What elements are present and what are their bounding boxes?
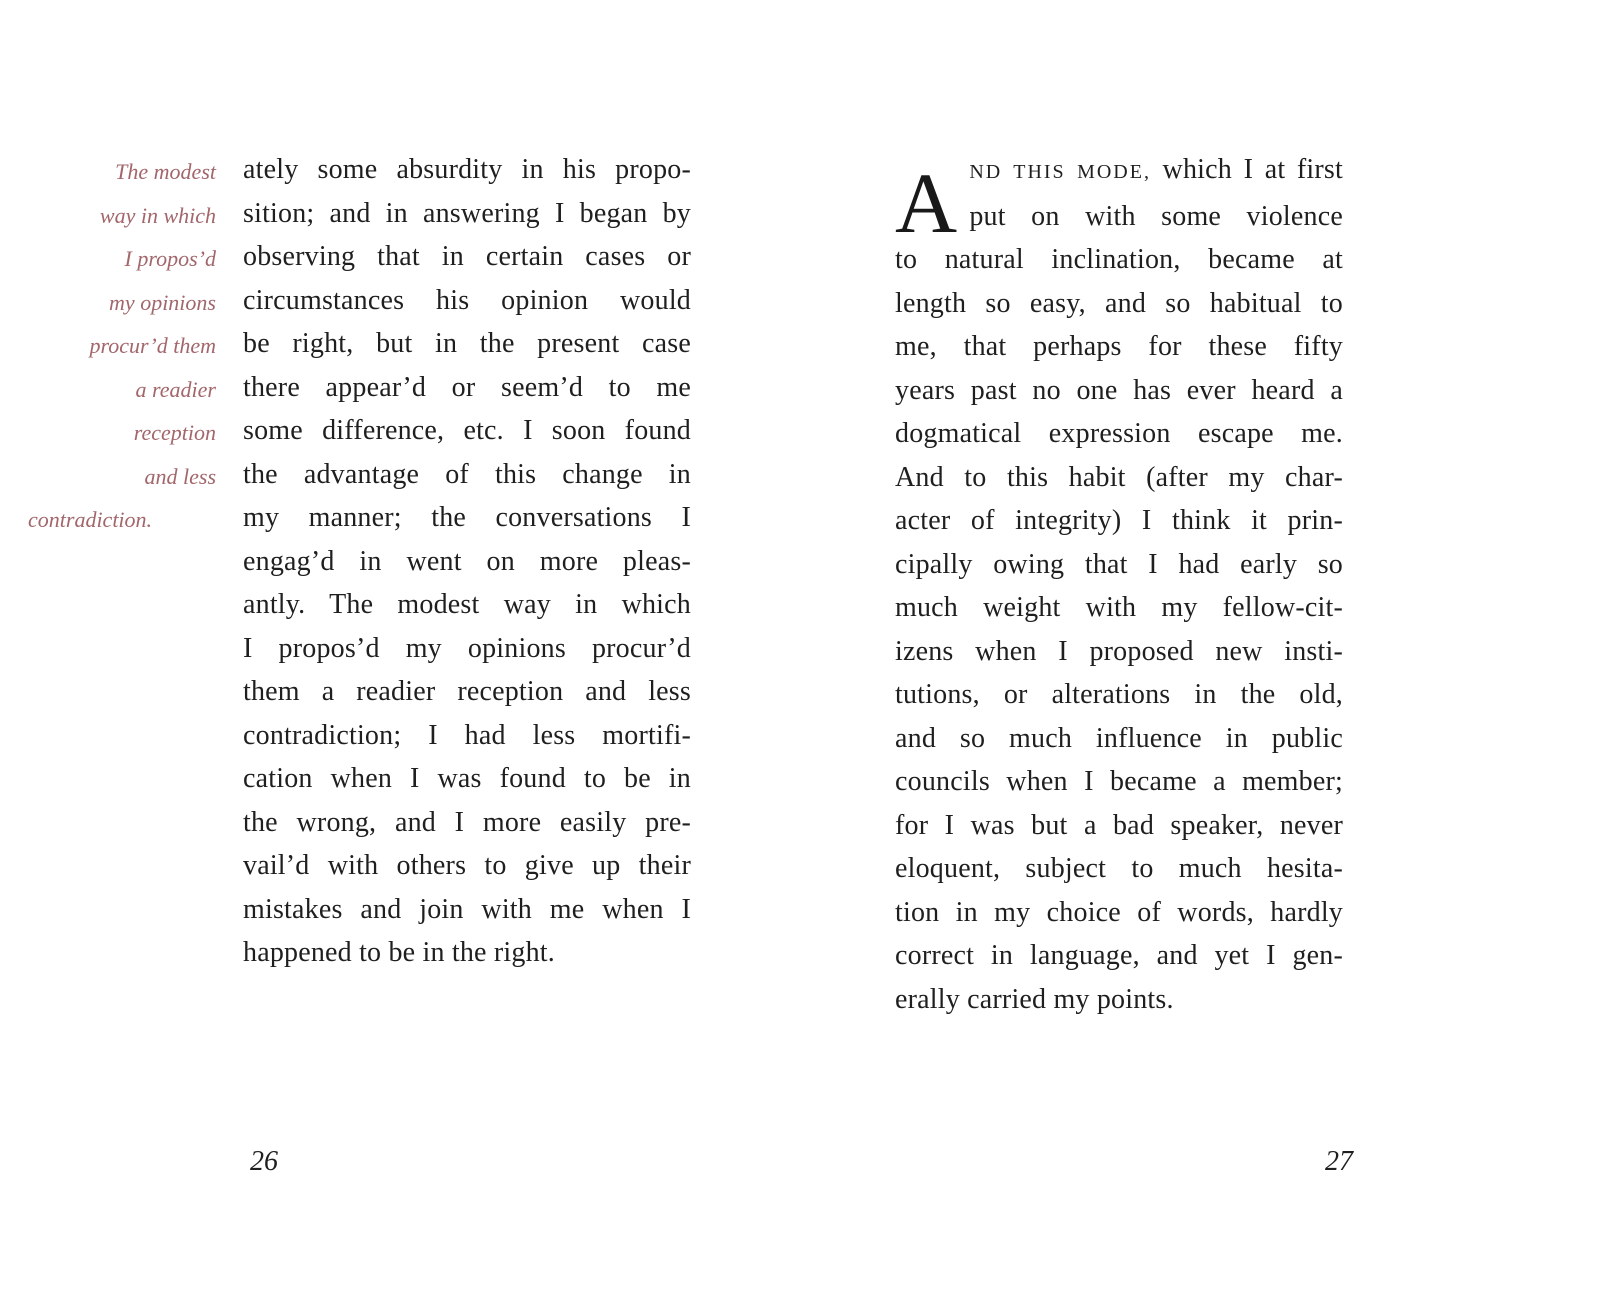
text-line: cation when I was found to be in bbox=[243, 763, 691, 794]
text-line: ately some absurdity in his propo- bbox=[243, 154, 691, 185]
text-line: tutions, or alterations in the old, bbox=[895, 679, 1343, 710]
right-page-rest-lines bbox=[895, 195, 1343, 1022]
margin-note-line: I propos’d bbox=[124, 246, 216, 271]
text-line: some difference, etc. I soon found bbox=[243, 415, 691, 446]
text-line: my manner; the conversations I bbox=[243, 502, 691, 533]
small-caps-phrase: ND THIS MODE, bbox=[969, 161, 1151, 183]
text-line: happened to be in the right. bbox=[243, 937, 555, 968]
text-line: tion in my choice of words, hardly bbox=[895, 896, 1343, 928]
text-line: contradiction; I had less mortifi- bbox=[243, 719, 691, 751]
text-line: be right, but in the present case bbox=[243, 328, 691, 359]
text-line: mistakes and join with me when I bbox=[243, 893, 691, 925]
text-line: much weight with my fellow-cit- bbox=[895, 592, 1343, 623]
text-line: cipally owing that I had early so bbox=[895, 548, 1343, 580]
text-line: years past no one has ever heard a bbox=[895, 374, 1343, 406]
text-line: the advantage of this change in bbox=[243, 458, 691, 490]
text-line: dogmatical expression escape me. bbox=[895, 418, 1343, 449]
text-line: put on with some violence bbox=[969, 200, 1343, 232]
text-line: and so much influence in public bbox=[895, 722, 1343, 754]
text-line: the wrong, and I more easily pre- bbox=[243, 806, 691, 838]
right-page-number: 27 bbox=[1325, 1146, 1353, 1177]
text-line: observing that in certain cases or bbox=[243, 241, 691, 272]
margin-note-line: reception bbox=[133, 420, 216, 445]
text-line: engag’d in went on more pleas- bbox=[243, 545, 691, 577]
text-line: councils when I became a member; bbox=[895, 766, 1343, 797]
text-line: eloquent, subject to much hesita- bbox=[895, 853, 1343, 884]
text-line: length so easy, and so habitual to bbox=[895, 287, 1343, 319]
margin-note-line: contradiction. bbox=[28, 507, 153, 532]
text-line: for I was but a bad speaker, never bbox=[895, 809, 1343, 841]
text-line: erally carried my points. bbox=[895, 983, 1174, 1015]
text-line: I propos’d my opinions procur’d bbox=[243, 632, 691, 664]
margin-note-line: a readier bbox=[135, 376, 216, 402]
text-line: them a readier reception and less bbox=[243, 676, 691, 707]
opening-line bbox=[895, 148, 1343, 195]
left-page-number: 26 bbox=[250, 1146, 278, 1177]
margin-note-line: procur’d them bbox=[89, 333, 216, 358]
text-line: circumstances his opinion would bbox=[243, 284, 691, 316]
text-line: And to this habit (after my char- bbox=[895, 461, 1343, 493]
margin-note bbox=[28, 150, 216, 542]
margin-note-line: and less bbox=[144, 463, 216, 489]
text-line: izens when I proposed new insti- bbox=[895, 635, 1343, 667]
right-page-text bbox=[895, 148, 1343, 1021]
drop-cap: A bbox=[895, 154, 958, 251]
text-line: vail’d with others to give up their bbox=[243, 850, 691, 881]
text-line: me, that perhaps for these fifty bbox=[895, 331, 1343, 362]
opening-line-rest: which I at first bbox=[1150, 154, 1344, 185]
margin-note-line: way in which bbox=[99, 202, 216, 228]
margin-note-line: The modest bbox=[115, 159, 216, 184]
text-line: antly. The modest way in which bbox=[243, 589, 691, 620]
text-line: correct in language, and yet I gen- bbox=[895, 940, 1343, 971]
left-page-text bbox=[243, 148, 691, 975]
margin-note-line: my opinions bbox=[109, 289, 216, 315]
text-line: sition; and in answering I began by bbox=[243, 197, 691, 229]
text-line: acter of integrity) I think it prin- bbox=[895, 505, 1343, 536]
text-line: there appear’d or seem’d to me bbox=[243, 371, 691, 403]
text-line: to natural inclination, became at bbox=[895, 244, 1343, 275]
